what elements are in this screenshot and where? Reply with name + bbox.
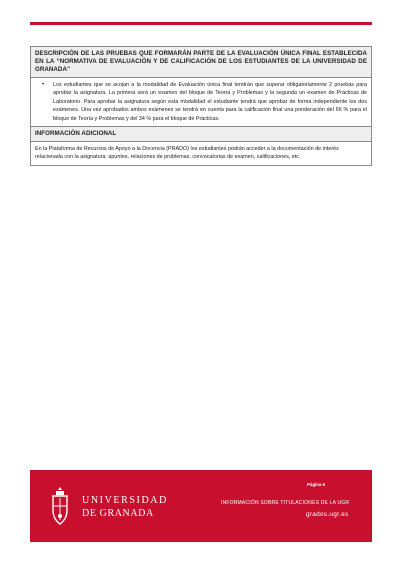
university-name-line2: DE GRANADA [82,508,154,519]
university-crest-icon [50,486,70,526]
evaluation-tests-body [31,77,371,126]
degrees-info-label: INFORMACIÓN SOBRE TITULACIONES DE LA UGR [221,500,350,506]
additional-info-header: INFORMACIÓN ADICIONAL [31,126,371,141]
evaluation-bullet-list [35,81,367,123]
evaluation-tests-header: DESCRIPCIÓN DE LAS PRUEBAS QUE FORMARÁN PARTE DE LA EVALUACIÓN ÚNICA FINAL ESTABLECIDA EN LA “NORMATIVA DE EVALUACIÓN Y DE CALIFICACIÓN DE LOS ESTUDIANTES DE LA UNIVERSIDAD DE GRANADA” [31,47,371,77]
university-logotype [82,494,168,520]
page-number: Página 6 [307,482,326,487]
evaluation-table [30,46,372,166]
page-footer [30,470,372,542]
evaluation-bullet-item: • Los estudiantes que se acojan a la modalidad de Evaluación única final tendrán que superar obligatoriamente 2 pruebas para aprobar la asignatura. La primera será un examen del bloque de Teoría y Problemas y la segunda un examen de Prácticas de Laboratorio. Para aprobar la asignatura según esta modalidad el estudiante tendrá que aprobar de forma independiente los dos exámenes. Una vez aprobados ambos exámenes se tendrá en cuenta para la calificación final una ponderación del 66 % para el bloque de Teoría y Problemas y del 34 % para el bloque de Prácticas. [53,81,367,123]
top-accent-rule [30,22,372,25]
grados-link[interactable]: grados.ugr.es [306,511,349,518]
university-name-line1: UNIVERSIDAD [82,495,168,506]
additional-info-text: En la Plataforma de Recursos de Apoyo a la Docencia (PRADO) los estudiantes podrán acceder a la documentación de interés relacionada con la asignatura: apuntes, relaciones de problemas, convocatorias de examen, calificaciones, etc. [31,141,371,165]
